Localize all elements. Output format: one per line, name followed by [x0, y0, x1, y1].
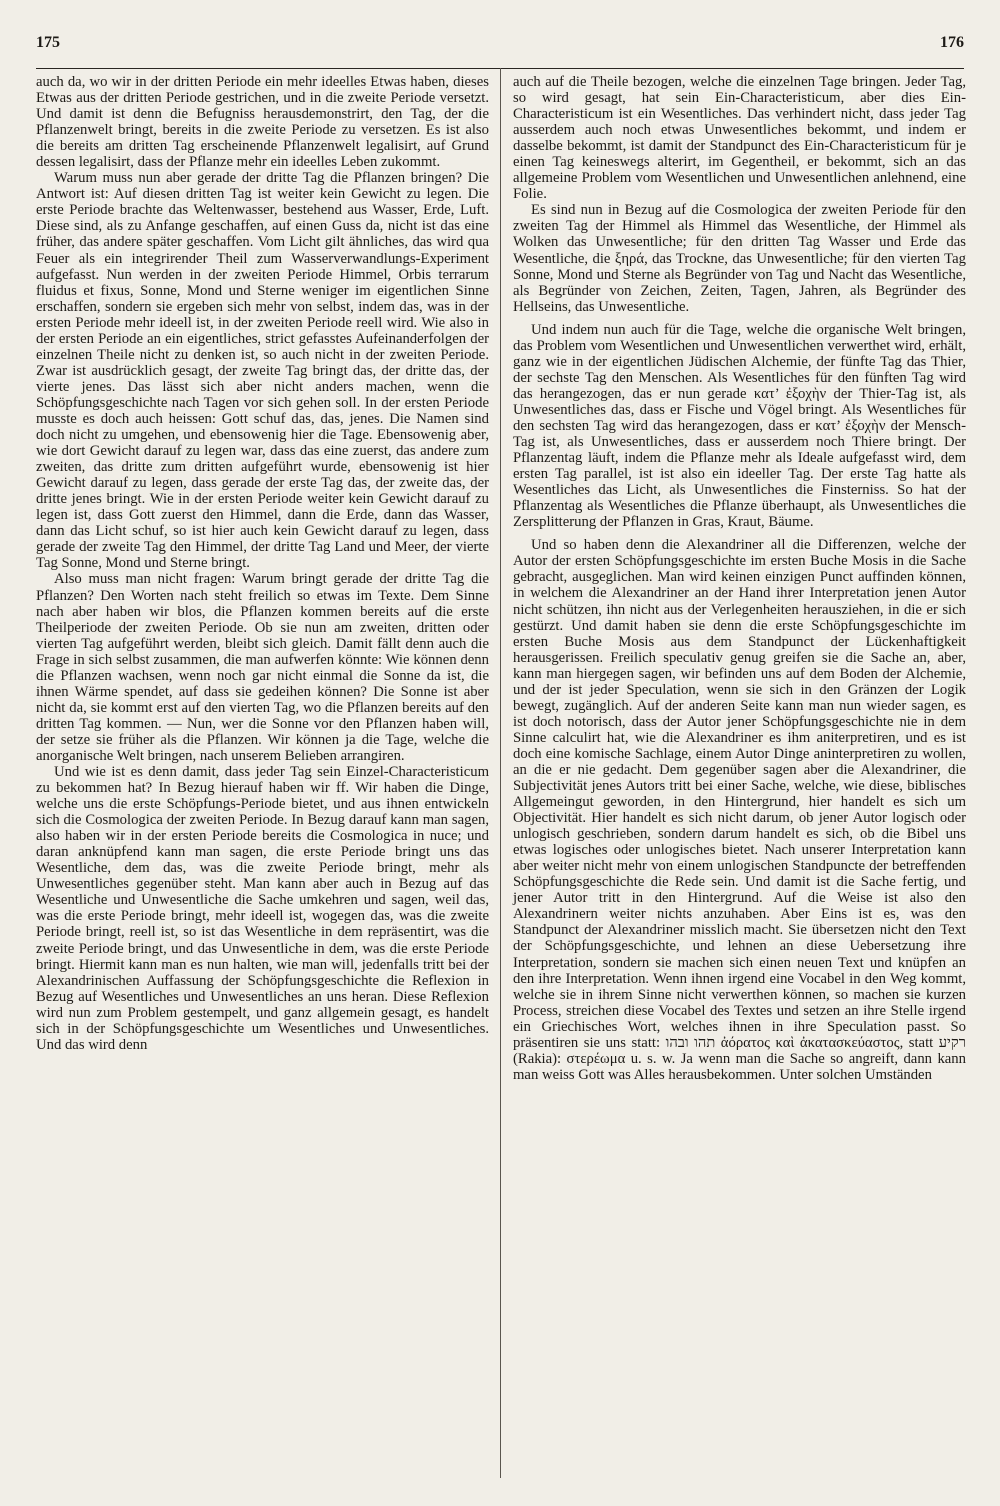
paragraph: Und wie ist es denn damit, dass jeder Tag sein Einzel-Characteristicum zu bekommen hat? In Bezug hierauf haben wir ff. Wir haben die Dinge, welche uns die erste Schöpfungs-Periode bietet, und aus ihnen entwickeln sich die Cosmologica der zweiten Periode. In Bezug darauf kann man sagen, also haben wir in der ersten Periode bereits die Cosmologica in nuce; und daran anknüpfend kann man sagen, die erste Periode bringt uns das Wesentliche, dem das, was die zweite Periode bringt, mehr als Unwesentliches gegenüber steht. Man kann aber auch in Bezug auf das Wesentliche und Unwesentliche die Sache umkehren und sagen, weil das, was die erste Periode bringt, mehr ideell ist, wogegen das, was die zweite Periode bringt, reell ist, so ist das Wesentliche in dem repräsentirt, was die zweite Periode bringt, und das Unwesentliche in dem, was die erste Periode bringt. Hiermit kann man es nun halten, wie man will, jedenfalls tritt bei der Alexandrinischen Auffassung der Schöpfungsgeschichte die Reflexion in Bezug auf Wesentliches und Unwesentliches an uns heran. Diese Reflexion wird nun zum Problem gestempelt, und ganz allgemein gesagt, es handelt sich in der Schöpfungsgeschichte um Wesentliches und Unwesentliches. Und das wird denn	[36, 764, 489, 1053]
right-column	[513, 74, 966, 1083]
paragraph: Und indem nun auch für die Tage, welche die organische Welt bringen, das Problem vom Wesentlichen und Unwesentlichen verwerthet wird, erhält, ganz wie in der eigentlichen Jüdischen Alchemie, der fünfte Tag das Thier, der sechste Tag den Menschen. Als Wesentliches für den fünften Tag wird das herangezogen, das er nun gerade κατ’ ἐξοχὴν der Thier-Tag ist, als Unwesentliches das, dass er Fische und Vögel bringt. Als Wesentliches für den sechsten Tag wird das herangezogen, dass er κατ’ ἐξοχὴν der Mensch-Tag ist, als Unwesentliches, dass er ausserdem noch Thiere bringt. Der Pflanzentag läuft, indem die Pflanze mehr als Ideale aufgefasst wird, dem ersten Tag parallel, ist ist also ein ideeller Tag. Der erste Tag hatte als Wesentliches das Licht, als Unwesentliches die Finsterniss. So hat der Pflanzentag als Wesentliches die Pflanze überhaupt, als Unwesentliches die Zersplitterung der Pflanzen in Gras, Kraut, Bäume.	[513, 321, 966, 531]
left-column	[36, 74, 489, 1053]
page-number-right: 176	[940, 34, 964, 51]
paragraph: auch da, wo wir in der dritten Periode ein mehr ideelles Etwas haben, dieses Etwas aus der dritten Periode gestrichen, und in die zweite Periode versetzt. Und damit ist denn die Befugniss herausdemonstrirt, den Tag, der die Pflanzenwelt bringt, bereits in die zweite Periode zu versetzen. Es ist also die bereits am dritten Tag erscheinende Pflanzenwelt legalisirt, auf Grund dessen legalisirt, dass der Pflanze mehr ein ideelles Leben zukommt.	[36, 74, 489, 171]
column-divider	[500, 68, 501, 1478]
paragraph: Es sind nun in Bezug auf die Cosmologica der zweiten Periode für den zweiten Tag der Himmel als Himmel das Wesentliche, der Himmel als Wolken das Unwesentliche; für den dritten Tag Wasser und Erde das Wesentliche, die ξηρά, das Trockne, das Unwesentliche; für den vierten Tag Sonne, Mond und Sterne als Begründer von Tag und Nacht das Wesentliche, als Begründer von Zeichen, Zeiten, Tagen, Jahren, als Begründer des Hellseins, das Unwesentliche.	[513, 202, 966, 315]
page-number-left: 175	[36, 34, 60, 51]
paragraph: auch auf die Theile bezogen, welche die einzelnen Tage bringen. Jeder Tag, so wird gesagt, hat sein Ein-Characteristicum, aber dies Ein-Characteristicum ist ein Wesentliches. Das verhindert nicht, dass jeder Tag ausserdem auch noch etwas Unwesentliches bekommt, und indem er dasselbe bekommt, ist damit der Standpunct des Ein-Characteristicum für je einen Tag keineswegs alterirt, im Gegentheil, er bekommt, sich an das allgemeine Problem vom Wesentlichen und Unwesentlichen anlehnend, eine Folie.	[513, 74, 966, 203]
paragraph: Also muss man nicht fragen: Warum bringt gerade der dritte Tag die Pflanzen? Den Worten nach steht freilich so etwas im Texte. Dem Sinne nach aber haben wir blos, die Pflanzen kommen bereits auf die erste Theilperiode der zweiten Periode. Ob sie nun am zweiten, dritten oder vierten Tag aufgeführt werden, bleibt sich gleich. Damit fällt denn auch die Frage in sich selbst zusammen, die man aufwerfen könnte: Wie können denn die Pflanzen wachsen, wenn noch gar nicht einmal die Sonne da ist, die ihnen Wärme spendet, auf dass sie gedeihen können? Die Sonne ist aber nicht da, sie kommt erst auf den vierten Tag, wo die Pflanzen bereits auf den dritten Tag kommen. — Nun, wer die Sonne vor den Pflanzen haben will, der setze sie früher als die Pflanzen. Wir können ja die Tage, welche die anorganische Welt bringen, nach unserem Belieben arrangiren.	[36, 571, 489, 764]
paragraph: Warum muss nun aber gerade der dritte Tag die Pflanzen bringen? Die Antwort ist: Auf diesen dritten Tag ist weiter kein Gewicht zu legen. Die erste Periode brachte das Weltenwasser, bestehend aus Wasser, Erde, Luft. Diese sind, als zu Anfange geschaffen, auf einen Guss da, nicht ist das eine früher, das andere später geschaffen. Vom Licht gilt ähnliches, das wird qua Feuer als ein integrirender Theil zum Wasserverwandlungs-Experiment aufgefasst. Nun werden in der zweiten Periode Himmel, Orbis terrarum fluidus et fixus, Sonne, Mond und Sterne weniger im eigentlichen Sinne erschaffen, sondern sie ergeben sich mehr von selbst, indem das, was in der ersten Periode mehr ideell ist, in der zweiten Periode reell wird. Wie also in der ersten Periode an ein eigentliches, strict gefasstes Aufeinanderfolgen der einzelnen Theile nicht zu denken ist, so auch nicht in der zweiten Periode. Zwar ist ausdrücklich gesagt, der zweite Tag bringt das, der dritte das, der vierte jenes. Das lässt sich aber nicht anders machen, wenn die Schöpfungsgeschichte nach Tagen vor sich gehen soll. In der ersten Periode musste es doch auch heissen: Gott schuf das, das, jenes. Die Namen sind doch nicht zu umgehen, und ebensowenig hier die Tage. Ebensowenig aber, wie dort Gewicht darauf zu legen war, dass das eine zuerst, das andere zum zweiten, das dritte zum dritten aufgeführt wurde, ebensowenig ist hier Gewicht darauf zu legen, dass gerade der erste Tag das, der zweite das, der dritte jenes bringt. Wie in der ersten Periode weiter kein Gewicht darauf zu legen ist, dass Gott zuerst den Himmel, dann die Erde, dann das Wasser, dann das Licht schuf, so ist hier auch kein Gewicht darauf zu legen, dass gerade der zweite Tag den Himmel, der dritte Tag Land und Meer, der vierte Tag Sonne, Mond und Sterne bringt.	[36, 170, 489, 572]
paragraph: Und so haben denn die Alexandriner all die Differenzen, welche der Autor der ersten Schöpfungsgeschichte im ersten Buche Mosis in die Sache gebracht, ausgeglichen. Man wird keinen einzigen Punct auffinden können, in welchem die Alexandriner an der Hand ihrer Interpretation jenen Autor nicht schützen, ihn nicht aus der Verlegenheiten herausziehen, in die er sich gestürzt. Und damit haben sie denn die erste Schöpfungsgeschichte im ersten Buche Mosis aus dem Standpunct der Lückenhaftigkeit herausgerissen. Freilich speculativ genug greifen sie die Sache an, aber, kann man hiergegen sagen, wir befinden uns auf dem Boden der Alchemie, und der ist jeder Speculation, wenn sie sich in den Gränzen der Logik bewegt, zugänglich. Auf der anderen Seite kann man nun wieder sagen, es ist doch notorisch, dass der Autor jener Schöpfungsgeschichte nie in dem Sinne calculirt hat, wie die Alexandriner es ihm aniterpretiren, und es ist doch eine komische Sachlage, einem Autor Dinge aninterpretiren zu wollen, an die er nie gedacht. Dem gegenüber sagen aber die Alexandriner, die Subjectivität jenes Autors tritt bei einer Sache, welche, wie diese, biblisches Allgemeingut geworden, in den Hintergrund, hier handelt es sich um Objectivität. Hier handelt es sich nicht darum, ob jener Autor logisch oder unlogisch geschrieben, sondern darum handelt es sich, ob die Bibel uns etwas logisches oder unlogisches bietet. Nach unserer Interpretation kann aber weiter nicht mehr von einem unlogischen Standpuncte der betreffenden Schöpfungsgeschichte die Rede sein. Und damit ist die Sache fertig, und jener Autor tritt in den Hintergrund. Auf die Weise ist also den Alexandrinern weiter nichts anzuhaben. Aber Eins ist es, was den Standpunct der Alexandriner misslich macht. Sie übersetzen nicht den Text der Schöpfungsgeschichte, und lehnen an diese Uebersetzung ihre Interpretation, sondern sie machen sich einen neuen Text und knüpfen an den ihre Interpretation. Wenn ihnen irgend eine Vocabel in den Weg kommt, welche sie in ihrem Sinne nicht verwerthen können, so machen sie kurzen Process, streichen diese Vocabel des Textes und setzen an ihre Stelle irgend ein Griechisches Wort, welches ihnen in ihre Speculation passt. So präsentiren sie uns statt: תהו ובהו ἀόρατος καὶ ἀκατασκεύαστος, statt רקיע (Rakia): στερέωμα u. s. w. Ja wenn man die Sache so angreift, dann kann man weiss Gott was Alles herausbekommen. Unter solchen Umständen	[513, 537, 966, 1083]
